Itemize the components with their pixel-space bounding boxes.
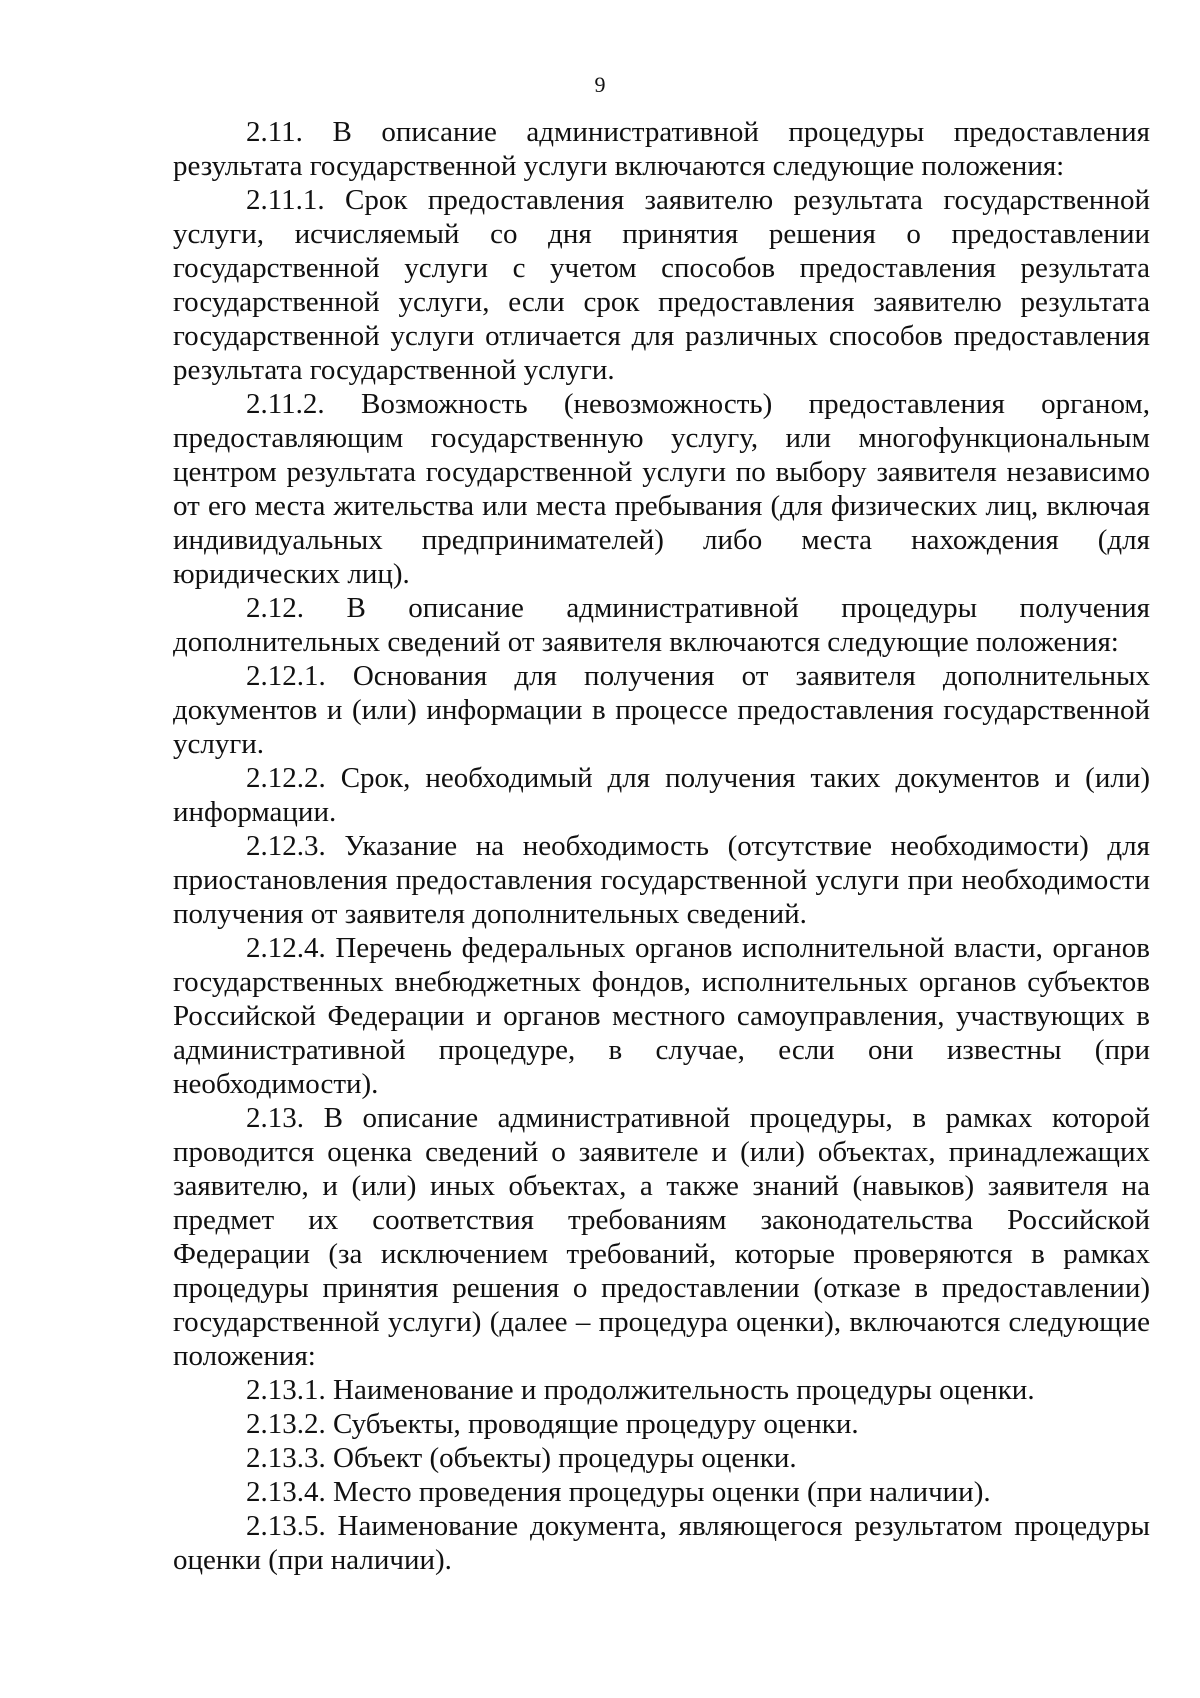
paragraph-2-13-1: 2.13.1. Наименование и продолжительность процедуры оценки. — [246, 1374, 1035, 1406]
paragraph-2-11-2: 2.11.2. Возможность (невозможность) предоставления органом, предоставляющим государственную услугу, или многофункциональным центром результата государственной услуги по выбору заявителя независимо от его места жительства или места пребывания (для физических лиц, включая индивидуальных предпринимателей) либо места нахождения (для юридических лиц). — [173, 388, 1150, 590]
paragraph-2-13-5: 2.13.5. Наименование документа, являющегося результатом процедуры оценки (при наличии). — [173, 1510, 1150, 1576]
paragraph-2-13: 2.13. В описание административной процедуры, в рамках которой проводится оценка сведений о заявителе и (или) объектах, принадлежащих заявителю, и (или) иных объектах, а также знаний (навыков) заявителя на предмет их соответствия требованиям законодательства Российской Федерации (за исключением требований, которые проверяются в рамках процедуры принятия решения о предоставлении (отказе в предоставлении) государственной услуги) (далее – процедура оценки), включаются следующие положения: — [173, 1102, 1150, 1372]
document-body — [173, 115, 1150, 1577]
paragraph-2-13-4: 2.13.4. Место проведения процедуры оценки (при наличии). — [246, 1476, 991, 1508]
paragraph-2-11-1: 2.11.1. Срок предоставления заявителю результата государственной услуги, исчисляемый со дня принятия решения о предоставлении государственной услуги с учетом способов предоставления результата государственной услуги, если срок предоставления заявителю результата государственной услуги отличается для различных способов предоставления результата государственной услуги. — [173, 184, 1150, 386]
paragraph-2-12-1: 2.12.1. Основания для получения от заявителя дополнительных документов и (или) информации в процессе предоставления государственной услуги. — [173, 660, 1150, 760]
paragraph-2-12-3: 2.12.3. Указание на необходимость (отсутствие необходимости) для приостановления предоставления государственной услуги при необходимости получения от заявителя дополнительных сведений. — [173, 830, 1150, 930]
paragraph-2-12: 2.12. В описание административной процедуры получения дополнительных сведений от заявителя включаются следующие положения: — [173, 592, 1150, 658]
page-number: 9 — [594, 72, 606, 97]
paragraph-2-13-3: 2.13.3. Объект (объекты) процедуры оценки. — [246, 1442, 797, 1474]
paragraph-2-12-2: 2.12.2. Срок, необходимый для получения таких документов и (или) информации. — [173, 762, 1150, 828]
paragraph-2-11: 2.11. В описание административной процедуры предоставления результата государственной услуги включаются следующие положения: — [173, 116, 1150, 182]
paragraph-2-13-2: 2.13.2. Субъекты, проводящие процедуру оценки. — [246, 1408, 859, 1440]
paragraph-2-12-4: 2.12.4. Перечень федеральных органов исполнительной власти, органов государственных внебюджетных фондов, исполнительных органов субъектов Российской Федерации и органов местного самоуправления, участвующих в административной процедуре, в случае, если они известны (при необходимости). — [173, 932, 1150, 1100]
